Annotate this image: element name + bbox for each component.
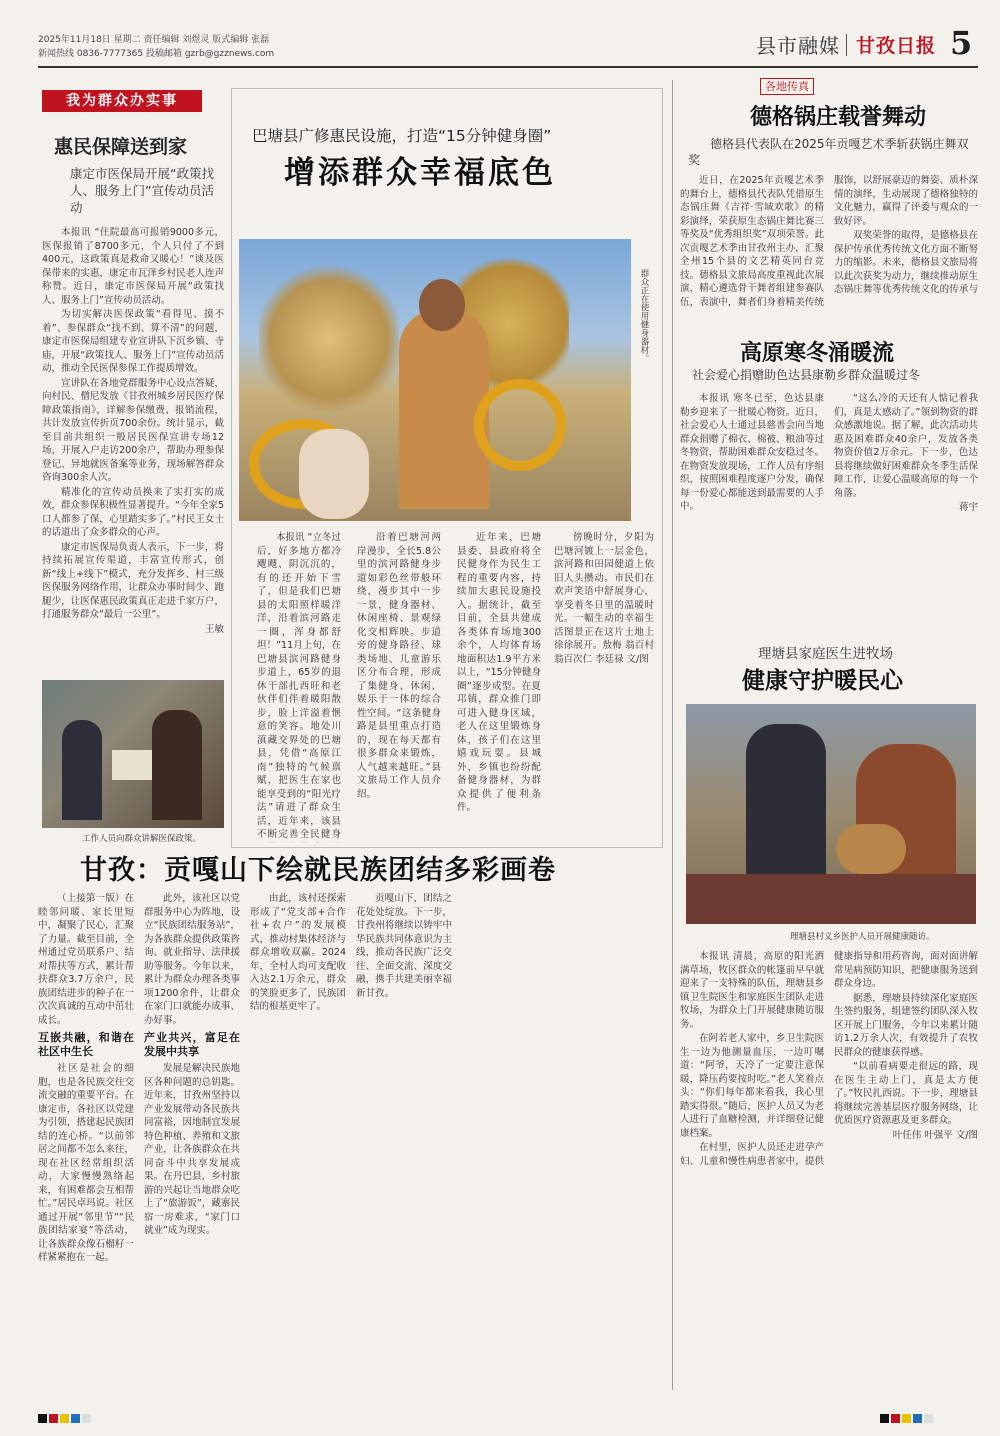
- page-number: 5: [950, 24, 973, 62]
- column-tag-label: 我为群众办实事: [66, 93, 178, 109]
- byline: 叶任伟 叶强平 文/图: [892, 1129, 978, 1141]
- right-mid-article: [680, 330, 978, 630]
- photo-wheel: [474, 379, 566, 471]
- paragraph: 为切实解决医保政策“看得见、摸不着”、参保群众“找不到、算不清”的问题，康定市医保局组建专业宣讲队下沉乡镇、寺庙，开展“政策找人、服务上门”宣传动员活动，推动全民医保参保工作提质增效。: [42, 309, 224, 374]
- paragraph: 此外，该社区以党群服务中心为阵地，设立“民族团结服务站”，为各族群众提供政策咨询、就业指导、法律援助等服务。今年以来，累计为群众办理各类事项1200余件，让群众在家门口就能办成事、办好事。: [144, 893, 240, 1026]
- feature-col-4: [554, 531, 654, 843]
- feature-col-3: [457, 531, 541, 843]
- tag-label: 各地传真: [765, 80, 809, 93]
- paragraph: 由此，该村还探索形成了“党支部+合作社+农户”的发展模式，推动村集体经济与群众增收双赢。2024年，全村人均可支配收入达2.1万余元，群众的笑脸更多了，民族团结的根基更牢了。: [250, 893, 346, 1012]
- photo-blanket: [686, 874, 976, 924]
- feature-photo: [239, 239, 631, 521]
- right-top-article: [680, 78, 978, 318]
- section-name: 县市融媒: [756, 34, 840, 58]
- paragraph: 本报讯 “立冬过后，好多地方都冷飕飕、阴沉沉的，有的还开始下雪了，但是我们巴塘县的太阳照样暖洋洋，沿着滨河路走一圈，浑身都舒坦！”11月上旬，在巴塘县滨河路健身步道上，65岁的退休干部扎西旺和老伙伴们伴着暖阳散步，脸上洋溢着惬意的笑容。地处川滇藏交界处的巴塘县，凭借“高原江南”独特的气候禀赋，把医生在家也能享受到的“阳光疗法”请进了群众生活，近年来，该县不断完善全民健身: [257, 532, 341, 840]
- photo-doctor: [746, 724, 826, 894]
- feature-headline: 增添群众幸福底色: [284, 155, 556, 191]
- tag-box: [760, 78, 814, 95]
- color-registration-strip: [880, 1408, 935, 1427]
- paragraph: 在村里，医护人员还走进孕产妇、儿童和慢性病患者家中，提供健康指导和用药咨询，面对面讲解常见病预防知识，把健康服务送到群众身边。: [680, 951, 978, 1167]
- paragraph: 本报讯 寒冬已至，色达县康勒乡迎来了一批暖心物资。近日，社会爱心人士通过县慈善会向当地群众捐赠了棉衣、棉被、粮油等过冬物资，帮助困难群众安稳过冬。在物资发放现场，工作人员有序组织，按照困难程度逐户分发，确保每一份爱心都能送到最需要的人手中。: [680, 393, 824, 512]
- paper-logo: 甘孜日报: [856, 35, 937, 57]
- section-divider: [846, 34, 847, 56]
- paragraph: 据悉，理塘县持续深化家庭医生签约服务，组建签约团队深入牧区开展上门服务，今年以来累计随访1.2万余人次，有效提升了农牧民群众的健康获得感。: [834, 992, 978, 1058]
- paragraph: “这么冷的天还有人惦记着我们，真是太感动了。”领到物资的群众感激地说。据了解，此次活动共惠及困难群众40余户，发放各类物资价值2万余元。下一步，色达县将继续做好困难群众冬季生活保障工作，让爱心温暖高原的每一个角落。: [834, 393, 978, 499]
- paragraph: 康定市医保局负责人表示，下一步，将持续拓展宣传渠道，丰富宣传形式，创新“线上+线下”模式，充分发挥乡、村三级医保服务网络作用，让群众办事时间少、跑腿少，让医保惠民政策真正走进千家万户，打通服务群众“最后一公里”。: [42, 541, 224, 620]
- right-top-title: 德格锅庄载誉舞动: [750, 105, 927, 130]
- right-mid-title: 高原寒冬涌暖流: [740, 341, 895, 366]
- photo-hand: [299, 429, 369, 519]
- feature-col-1: [257, 531, 341, 843]
- paragraph: 本报讯 “住院最高可报销9000多元，医保报销了8700多元，个人只付了不到400元，这政策真是救命又暖心！”谈及医保带来的实惠，康定市瓦泽乡村民老人连声称赞。近日，康定市医保局开展“政策找人、服务上门”宣传动员活动。: [42, 227, 224, 306]
- byline: 王敏: [204, 623, 224, 635]
- paragraph: （上接第一版）在睦邻问暖、家长里短中，凝聚了民心，汇聚了力量。截至目前，全州通过党员联系户、结对帮扶等方式，累计帮扶群众3.7万余户，民族团结进步的种子在一次次真诚的互动中茁壮成长。: [38, 893, 134, 1026]
- photo-figure: [62, 720, 102, 820]
- paragraph: 近年来，巴塘县委、县政府将全民健身作为民生工程的重要内容，持续加大惠民设施投入。据统计，截至目前，全县共建成各类体育场地300余个，人均体育场地面积达1.9平方米以上，“15分钟健身圈”逐步成型。在夏邛镇，群众推门即可进入健身区域，老人在这里锻炼身体，孩子们在这里嬉戏玩耍。县城外，乡镇也纷纷配备健身器材，为群众提供了便利条件。: [457, 532, 541, 813]
- feature-kicker: 巴塘县广修惠民设施，打造“15分钟健身圈”: [252, 127, 552, 145]
- color-registration-strip: [38, 1408, 93, 1427]
- paragraph: 社区是社会的细胞，也是各民族交往交流交融的重要平台。在康定市，各社区以党建为引领，搭建起民族团结的连心桥。“以前邻居之间都不怎么来往，现在社区经常组织活动，大家慢慢熟络起来，有困难都会互相帮忙。”居民卓玛说。社区通过开展“邻里节”“民族团结家宴”等活动，让各族群众像石榴籽一样紧紧抱在一起。: [38, 1063, 134, 1263]
- feature-frame: [231, 88, 663, 848]
- paragraph: 沿着巴塘河两岸漫步，全长5.8公里的滨河路健身步道如彩色丝带般环绕，漫步其中一步一景，健身器材、休闲座椅、景观绿化交相辉映。步道旁的健身路径、球类场地、儿童游乐区分布合理，形成了集健身、休闲、娱乐于一体的综合性空间。“这条健身路是县里重点打造的，现在每天都有很多群众来锻炼，人气越来越旺。”县文旅局工作人员介绍。: [357, 532, 441, 800]
- left-article-photo: [42, 680, 224, 828]
- masthead: [38, 24, 978, 70]
- date-line: 2025年11月18日 星期二 责任编辑 刘煜灵 版式编辑 张磊: [38, 35, 270, 45]
- feature-photo-caption: 群众正在使用健身器材。: [639, 269, 649, 363]
- byline: 蒋宇: [958, 502, 978, 513]
- column-tag: [42, 90, 202, 112]
- paragraph: 宣讲队在各地党群服务中心设点答疑，向村民、僧尼发放《甘孜州城乡居民医疗保障政策指南》，详解参保缴费、报销流程，共计发放宣传折页700余份。统计显示，截至目前共组织一般居民医保宣讲专场12场，开展入户走访200余户，帮助办理参保登记、异地就医备案等业务，现场解答群众咨询300余人次。: [42, 377, 224, 483]
- paragraph: “以前看病要走很远的路，现在医生主动上门，真是太方便了。”牧民扎西说。下一步，理塘县将继续完善基层医疗服务网络，让优质医疗资源惠及更多群众。: [834, 1061, 978, 1126]
- feature-col-2: [357, 531, 441, 843]
- paragraph: 双奖荣誉的取得，是德格县在保护传承优秀传统文化方面不断努力的缩影。未来，德格县文旅局将以此次获奖为动力，继续推动原生态锅庄舞等优秀传统文化的传承与: [834, 230, 978, 295]
- photo-tree: [259, 259, 399, 419]
- paragraph: 近日，在2025年贡嘎艺术季的舞台上，德格县代表队凭借原生态锅庄舞《吉祥·雪域欢歌》的精彩演绎，荣获原生态锅庄舞比赛三等奖及“优秀组织奖”双项荣誉。此次贡嘎艺术季由甘孜州主办，汇聚全州15个县的文艺精英同台竞技。德格县文旅局高度重视此次展演，精心遴选骨干舞者组建参赛队伍，表演中，舞者们身着精美传统服饰，以舒展豪迈的舞姿、质朴深情的演绎，生动展现了德格独特的文化魅力，赢得了评委与观众的一致好评。: [680, 175, 978, 308]
- left-article-body: [42, 226, 224, 658]
- bottom-headline: 甘孜：贡嘎山下绘就民族团结多彩画卷: [80, 855, 556, 886]
- right-bottom-photo: [686, 704, 976, 924]
- masthead-rule: [38, 66, 978, 68]
- right-top-subtitle: 德格县代表队在2025年贡嘎艺术季斩获锅庄舞双奖: [688, 137, 969, 167]
- photo-baby: [836, 824, 906, 874]
- right-bottom-photo-caption: 理塘县村义乡医护人员开展健康随访。: [790, 932, 935, 942]
- paragraph: 发展是解决民族地区各种问题的总钥匙。近年来，甘孜州坚持以产业发展带动各民族共同富裕，因地制宜发展特色种植、养殖和文旅产业，让各族群众在共同奋斗中共享发展成果。在丹巴县，乡村旅游的兴起让当地群众吃上了“旅游饭”，藏寨民宿一房难求，“家门口就业”成为现实。: [144, 1063, 240, 1236]
- left-article-title: 惠民保障送到家: [54, 136, 188, 158]
- paragraph: 傍晚时分，夕阳为巴塘河镀上一层金色，滨河路和田园健道上依旧人头攒动。市民们在欢声笑语中舒展身心，享受着冬日里的温暖时光。一幅生动的幸福生活图景正在这片土地上徐徐展开。敖梅 翁百村 翁百次仁 李廷禄 文/图: [554, 532, 654, 665]
- right-mid-subtitle: 社会爱心捐赠助色达县康勒乡群众温暖过冬: [692, 368, 921, 382]
- photo-figure: [152, 710, 202, 820]
- bottom-col-2: [144, 892, 240, 1382]
- right-bottom-article: [680, 640, 978, 1400]
- left-photo-caption: 工作人员向群众讲解医保政策。: [82, 834, 202, 844]
- bottom-col-1: [38, 892, 134, 1382]
- right-bottom-kicker: 理塘县家庭医生进牧场: [758, 646, 893, 662]
- right-top-body: [680, 174, 978, 314]
- right-bottom-body: [680, 950, 978, 1390]
- paragraph: 本报讯 清晨，高原的阳光洒满草场，牧区群众的帐篷前早早就迎来了一支特殊的队伍，理塘县乡镇卫生院医生和家庭医生团队走进牧场，为群众上门开展健康随访服务。: [680, 951, 824, 1030]
- paragraph: 在阿若老人家中，乡卫生院医生一边为他测量血压，一边叮嘱道：“阿爷，天冷了一定要注意保暖，降压药要按时吃。”老人笑着点头：“你们每年都来看我，我心里踏实得很。”随后，医护人员又为老人进行了血糖检测，并详细登记健康档案。: [680, 1033, 824, 1139]
- paragraph: 精准化的宣传动员换来了实打实的成效，群众参保积极性显著提升。“今年全家5口人都参了保，心里踏实多了。”村民王女士的话道出了众多群众的心声。: [42, 486, 224, 538]
- left-article: [42, 120, 224, 860]
- photo-paper: [112, 750, 152, 780]
- column-divider: [672, 80, 673, 1390]
- right-mid-body: [680, 392, 978, 628]
- section-head: 产业共兴，富足在发展中共享: [144, 1031, 240, 1058]
- left-article-subtitle: 康定市医保局开展“政策找人、服务上门”宣传动员活动: [70, 166, 214, 215]
- right-bottom-title: 健康守护暖民心: [742, 668, 903, 694]
- paragraph: 贡嘎山下，团结之花处处绽放。下一步，甘孜州将继续以铸牢中华民族共同体意识为主线，推动各民族广泛交往、全面交流、深度交融，携手共建美丽幸福新甘孜。: [356, 893, 452, 999]
- photo-head: [419, 279, 465, 331]
- section-head: 互嵌共融，和谐在社区中生长: [38, 1031, 134, 1058]
- bottom-article-body: [38, 892, 664, 1392]
- hotline: 新闻热线 0836-7777365 投稿邮箱 gzrb@gzznews.com: [38, 49, 275, 59]
- photo-person: [399, 309, 489, 509]
- bottom-col-3: [250, 892, 346, 1382]
- bottom-col-4: [356, 892, 452, 1382]
